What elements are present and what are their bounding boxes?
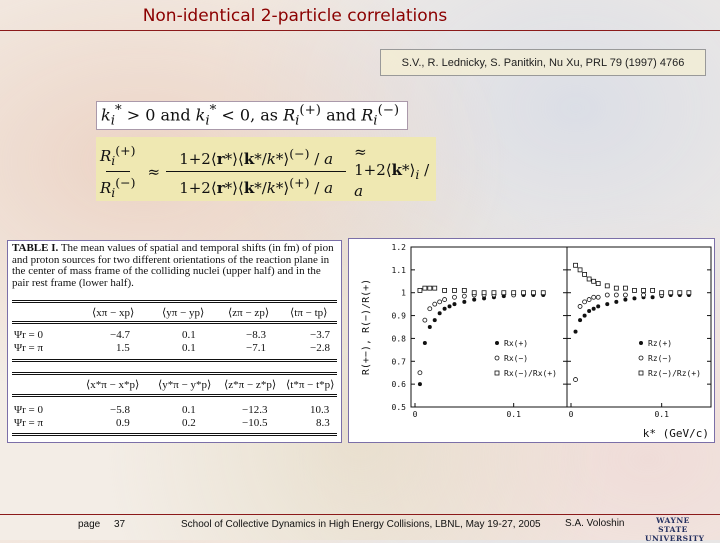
legend-entry: Rz(−) <box>648 354 673 363</box>
legend-entry: Rx(−) <box>504 354 529 363</box>
data-point-square <box>596 282 600 286</box>
data-point-filled <box>614 300 618 304</box>
data-point-square <box>623 286 627 290</box>
data-point-square <box>578 268 582 272</box>
data-point-filled <box>472 298 476 302</box>
legend-marker <box>495 371 499 375</box>
data-point-square <box>583 272 587 276</box>
legend-marker <box>495 341 499 345</box>
table-row: Ψr = π 1.5 0.1 −7.1 −2.8 <box>14 342 330 354</box>
data-point-square <box>492 291 496 295</box>
slide-title: Non-identical 2-particle correlations <box>142 6 448 26</box>
data-point-filled <box>418 382 422 386</box>
data-point-square <box>482 291 486 295</box>
data-point-filled <box>423 341 427 345</box>
data-point-square <box>605 284 609 288</box>
data-point-filled <box>438 311 442 315</box>
data-point-filled <box>651 295 655 299</box>
y-tick-label: 0.9 <box>391 311 406 321</box>
correlation-plot <box>349 239 714 442</box>
x-tick-label: 0 <box>568 410 574 419</box>
y-tick-label: 1.2 <box>391 243 406 252</box>
x-tick-label: 0.1 <box>654 410 669 419</box>
data-point-open <box>428 307 432 311</box>
legend-marker <box>495 356 499 360</box>
col-header: ⟨yπ − yp⟩ <box>162 307 205 319</box>
data-point-square <box>660 291 664 295</box>
data-point-square <box>651 288 655 292</box>
data-point-square <box>642 288 646 292</box>
title-divider <box>0 30 720 31</box>
col-header: ⟨t*π − t*p⟩ <box>286 379 335 391</box>
x-tick-label: 0 <box>412 410 418 419</box>
condition-box <box>96 101 408 130</box>
data-point-square <box>687 291 691 295</box>
data-point-square <box>443 288 447 292</box>
x-axis-label: k* (GeV/c) <box>642 427 709 440</box>
data-point-square <box>462 288 466 292</box>
col-header: ⟨z*π − z*p⟩ <box>224 379 277 391</box>
data-point-square <box>574 263 578 267</box>
x-tick-label: 0.1 <box>506 410 521 419</box>
data-point-open <box>462 294 466 298</box>
plot-frame <box>411 247 567 407</box>
legend-marker <box>639 356 643 360</box>
reference-box: S.V., R. Lednicky, S. Panitkin, Nu Xu, PRL 79 (1997) 4766 <box>380 49 706 76</box>
data-point-square <box>502 291 506 295</box>
data-point-filled <box>592 307 596 311</box>
legend-entry: Rx(−)/Rx(+) <box>504 369 557 378</box>
data-point-square <box>472 291 476 295</box>
y-tick-label: 1.1 <box>391 265 406 275</box>
data-point-square <box>541 291 545 295</box>
data-point-square <box>531 291 535 295</box>
data-point-square <box>669 291 673 295</box>
data-point-filled <box>632 296 636 300</box>
university-logo: WAYNE STATE UNIVERSITY <box>645 516 705 543</box>
data-point-open <box>583 300 587 304</box>
table-row: Ψr = 0 −5.8 0.1 −12.3 10.3 <box>14 404 330 416</box>
data-point-filled <box>605 302 609 306</box>
table-bottom-rule <box>12 433 337 436</box>
y-tick-label: 0.7 <box>391 357 406 367</box>
legend-entry: Rz(+) <box>648 339 673 348</box>
ratio-formula <box>96 137 436 201</box>
data-point-square <box>433 286 437 290</box>
shifts-table <box>7 240 342 443</box>
data-point-open <box>642 293 646 297</box>
data-point-square <box>452 288 456 292</box>
footer-page-label: page <box>78 519 101 530</box>
data-point-filled <box>448 304 452 308</box>
formula-fraction: $R_i^{(+)}$ $R_i^{(-)}$ ≈ 1+2⟨r*⟩⟨k*/k*⟩(−) / a 1+2⟨r*⟩⟨k*/k*⟩(+) / a ≈ $1+2⟨k*⟩_i / a$ <box>100 143 430 200</box>
data-point-filled <box>583 314 587 318</box>
data-point-square <box>592 279 596 283</box>
data-point-open <box>423 318 427 322</box>
col-header: ⟨zπ − zp⟩ <box>228 307 270 319</box>
data-point-open <box>592 295 596 299</box>
col-header: ⟨y*π − y*p⟩ <box>158 379 212 391</box>
data-point-open <box>623 293 627 297</box>
y-tick-label: 0.5 <box>391 403 406 412</box>
data-point-open <box>438 300 442 304</box>
data-point-filled <box>596 304 600 308</box>
data-point-open <box>596 295 600 299</box>
data-point-square <box>614 286 618 290</box>
col-header: ⟨x*π − x*p⟩ <box>86 379 140 391</box>
legend-marker <box>639 341 643 345</box>
table-caption: TABLE I. The mean values of spatial and temporal shifts (in fm) of pion and proton sources for two different orientations of the reaction plane in the center of mass frame of the colliding nuclei (upper half) and in the pair rest frame (lower half). <box>12 242 334 289</box>
data-point-square <box>512 291 516 295</box>
plot-frame <box>567 247 711 407</box>
data-point-filled <box>578 318 582 322</box>
y-tick-label: 0.6 <box>391 380 406 390</box>
data-point-open <box>574 378 578 382</box>
y-tick-label: 1 <box>401 288 406 298</box>
footer-author: S.A. Voloshin <box>565 518 625 529</box>
data-point-filled <box>443 307 447 311</box>
data-point-open <box>614 293 618 297</box>
y-tick-label: 0.8 <box>391 334 406 344</box>
table-row: Ψr = 0 −4.7 0.1 −8.3 −3.7 <box>14 329 330 341</box>
data-point-open <box>587 298 591 302</box>
data-point-square <box>428 286 432 290</box>
y-axis-label: R(+−), R(−)/R(+) <box>361 278 372 376</box>
legend-entry: Rz(−)/Rz(+) <box>648 369 701 378</box>
data-point-filled <box>462 300 466 304</box>
data-point-open <box>452 295 456 299</box>
table-mid-rule-2 <box>12 394 337 397</box>
col-header: ⟨tπ − tp⟩ <box>290 307 328 319</box>
data-point-square <box>423 286 427 290</box>
data-point-filled <box>452 302 456 306</box>
data-point-filled <box>433 318 437 322</box>
data-point-square <box>678 291 682 295</box>
data-point-open <box>418 371 422 375</box>
data-point-square <box>522 291 526 295</box>
data-point-open <box>433 302 437 306</box>
data-point-square <box>587 277 591 281</box>
col-header: ⟨xπ − xp⟩ <box>92 307 135 319</box>
upper-header-row <box>12 306 337 319</box>
data-point-open <box>605 293 609 297</box>
data-point-filled <box>428 325 432 329</box>
footer-event: School of Collective Dynamics in High Energy Collisions, LBNL, May 19-27, 2005 <box>181 519 541 530</box>
footer-divider <box>0 514 720 515</box>
lower-header-row <box>12 378 337 391</box>
table-section-rule-2 <box>12 372 337 375</box>
condition-expression: $k_i^* > 0$ and $k_i^* < 0$, as $R_i^{(+)}$ and $R_i^{(-)}$ <box>101 102 400 129</box>
data-point-square <box>418 288 422 292</box>
correlation-plot-panel <box>348 238 715 443</box>
legend-entry: Rx(+) <box>504 339 529 348</box>
table-row: Ψr = π 0.9 0.2 −10.5 8.3 <box>14 417 330 429</box>
table-top-rule <box>12 300 337 303</box>
data-point-open <box>443 298 447 302</box>
data-point-filled <box>587 309 591 313</box>
footer-page-number: 37 <box>114 519 126 530</box>
table-section-rule <box>12 359 337 362</box>
data-point-square <box>632 288 636 292</box>
data-point-filled <box>574 330 578 334</box>
legend-marker <box>639 371 643 375</box>
table-mid-rule <box>12 321 337 324</box>
data-point-filled <box>623 298 627 302</box>
data-point-open <box>578 304 582 308</box>
